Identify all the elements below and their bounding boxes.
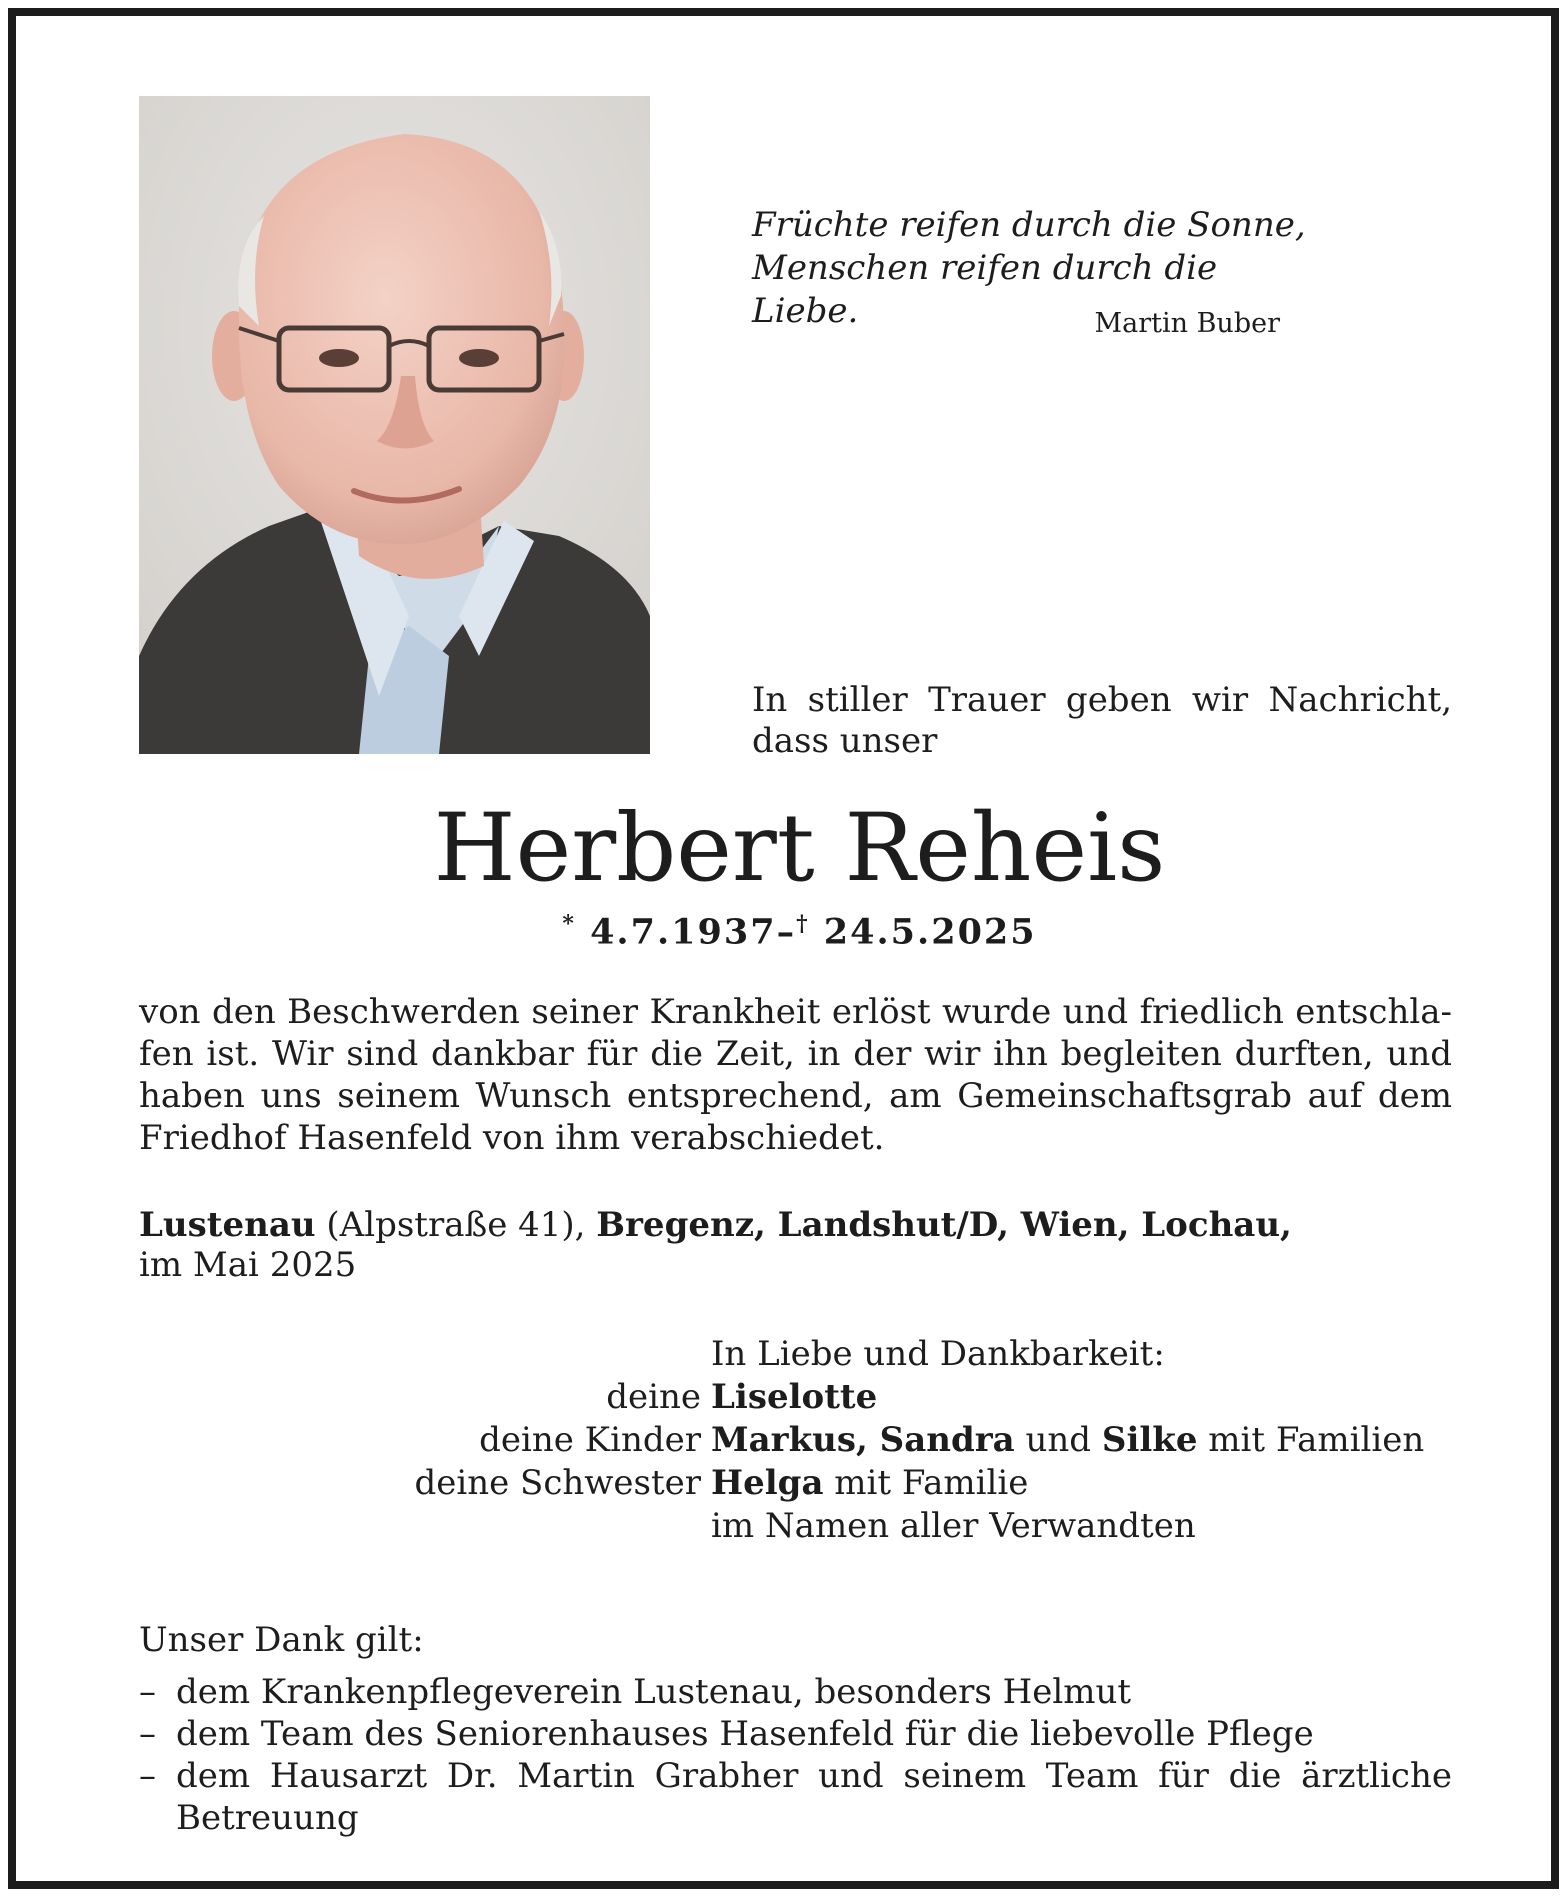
date-separator: –: [776, 911, 797, 953]
mourner-name: Helga: [711, 1463, 824, 1503]
thanks-item-text: dem Hausarzt Dr. Martin Grabher und seinem Team für die ärztliche: [176, 1756, 1452, 1796]
place-date: im Mai 2025: [139, 1245, 357, 1285]
thanks-item: [139, 1713, 1452, 1755]
body-line-3: haben uns seinem Wunsch entsprechend, am Gemeinschaftsgrab auf dem: [139, 1076, 1452, 1116]
intro-text: [752, 680, 1452, 762]
quote-author: Martin Buber: [1094, 308, 1280, 339]
place-town: Lustenau: [139, 1205, 316, 1245]
quote-line-1: Früchte reifen durch die Sonne,: [752, 205, 1306, 245]
thanks-item-continuation: [139, 1797, 1452, 1839]
birth-symbol: *: [562, 911, 576, 937]
mourner-name: Liselotte: [711, 1377, 878, 1417]
portrait-photo: [139, 96, 650, 754]
thanks-list: [139, 1671, 1452, 1839]
intro-line-1: In stiller Trauer geben wir Nachricht,: [752, 680, 1452, 720]
mourners-heading: In Liebe und Dankbarkeit:: [711, 1334, 1165, 1374]
thanks-item: [139, 1755, 1452, 1797]
announcement-body: [139, 991, 1452, 1159]
mourner-name: Silke: [1101, 1420, 1198, 1460]
body-line-4: Friedhof Hasenfeld von ihm verabschiedet.: [139, 1118, 885, 1158]
thanks-item-text: dem Krankenpflegeverein Lustenau, besonders Helmut: [176, 1672, 1132, 1712]
mourner-suffix: mit Familie: [834, 1463, 1029, 1503]
thanks-title: Unser Dank gilt:: [139, 1620, 424, 1660]
places-block: [139, 1205, 1452, 1285]
mourner-row: [139, 1419, 1452, 1462]
mourner-name: Markus, Sandra: [711, 1420, 1015, 1460]
list-dash: –: [139, 1756, 156, 1796]
deceased-name: Herbert Reheis: [433, 794, 1166, 903]
mourners-block: [139, 1333, 1452, 1548]
mourner-row: [139, 1376, 1452, 1419]
mourner-relation: deine: [606, 1377, 701, 1417]
life-dates: [16, 911, 1567, 953]
mourner-relation: deine Schwester: [414, 1463, 701, 1503]
mourner-suffix: mit Familien: [1208, 1420, 1425, 1460]
quote-line-2: Menschen reifen durch die Liebe.: [752, 248, 1218, 331]
list-dash: –: [139, 1714, 156, 1754]
death-date: 24.5.2025: [823, 911, 1037, 953]
thanks-item: [139, 1671, 1452, 1713]
mourner-row: [139, 1462, 1452, 1505]
body-line-2: fen ist. Wir sind dankbar für die Zeit, in der wir ihn begleiten durften, und: [139, 1034, 1452, 1074]
mourner-conjunction: und: [1025, 1420, 1092, 1460]
list-dash: –: [139, 1672, 156, 1712]
birth-date: 4.7.1937: [590, 911, 777, 953]
thanks-item-text: Betreuung: [176, 1798, 359, 1838]
body-line-1: von den Beschwerden seiner Krankheit erlöst wurde und friedlich entschla-: [139, 992, 1452, 1032]
death-symbol: †: [796, 911, 810, 937]
thanks-item-text: dem Team des Seniorenhauses Hasenfeld für die liebevolle Pflege: [176, 1714, 1314, 1754]
mourners-closing: im Namen aller Verwandten: [711, 1506, 1196, 1546]
intro-line-2: dass unser: [752, 721, 938, 761]
mourner-relation: deine Kinder: [479, 1420, 701, 1460]
place-address: (Alpstraße 41),: [326, 1205, 586, 1245]
obituary-card: [8, 8, 1559, 1889]
place-others: Bregenz, Landshut/D, Wien, Lochau,: [596, 1205, 1292, 1245]
